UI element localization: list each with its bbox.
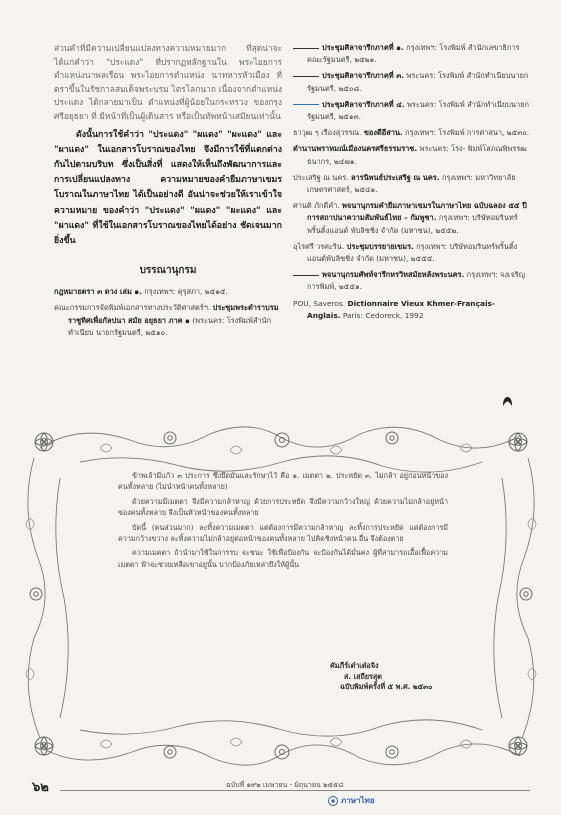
entry-publisher: พระนคร: โรง- พิมพ์โสภณพิพรรฒธนากร, ๒๔๗๑. (307, 144, 527, 166)
logo-icon (328, 796, 338, 806)
entry-publisher: กรุงเทพฯ: บริษัทอมรินทร์พริ้นติ้งแอนด์ พับลิชชิ่ง จำกัด (มหาชน), ๒๕๕๒. (307, 213, 518, 235)
attribution-edition: ฉบับพิมพ์ครั้งที่ ๕ พ.ศ. ๒๕๓๐ (340, 682, 433, 692)
left-column (54, 42, 282, 343)
entry-publisher: Paris: Cedoreck, 1992 (342, 310, 424, 320)
quote-paragraph: ข้าพเจ้ามีแก้ว ๓ ประการ ซึ่งยึดมั่นและรักษาไว้ คือ ๑. เมตตา ๒. ประหยัด ๓. ไม่กล้า อยู่ก่อนหน้าของคนทั้งหลาย (ไม่นำหน้าคนทั้งหลาย) (118, 471, 448, 492)
entry-author: อุไรศรี วรศะริน. (293, 241, 345, 251)
entry-title: ประชุมศิลาจารึกภาคที่ ๔. (322, 99, 405, 109)
repeat-author-dash (293, 275, 319, 276)
entry-publisher: พระนคร: โรงพิมพ์ สำนักทำเนียบนายกรัฐมนตรี, ๒๕๐๘. (307, 71, 529, 93)
entry-title: กฎหมายตรา ๓ ดวง เล่ม ๑. (54, 287, 142, 297)
entry-author: ธาวุฒ ๆ เรืองสุวรรณ. (293, 128, 362, 138)
entry-title: Dictionnaire Vieux Khmer-Français- Anglais. (307, 298, 495, 320)
bibliography-entry (293, 42, 531, 66)
quote-attribution (330, 661, 470, 693)
repeat-author-dash (293, 48, 319, 49)
bibliography-entry (293, 143, 531, 167)
entry-title: ประชุมศิลาจารึกภาคที่ ๓. (322, 71, 405, 81)
entry-title: ประชุมศิลาจารึกภาคที่ ๑. (322, 43, 404, 52)
bibliography-entry (293, 298, 531, 322)
quote-paragraph: บัดนี้ (คนส่วนมาก) ละทิ้งความเมตตา แต่ต้องการมีความกล้าหาญ ละทิ้งการประหยัด แต่ต้องการมีความกว้างขวาง ละทิ้งความไม่กล้าอยู่ต่อหน้าของคนทั้งหลาย ไปคิดชิงหน้าคน อื่น จึงต้องตาย (118, 522, 448, 544)
attribution-translator: ส. เสถียรสุต (344, 671, 382, 681)
entry-publisher: กรุงเทพฯ: โรงพิมพ์ การศาสนา, ๒๕๓๐. (405, 128, 530, 138)
entry-title: พจนานุกรมศัพท์จารึกหรวิหสมัยหลังพระนคร. (322, 270, 465, 280)
entry-title: ประชุมพระตำราบรมราชูทิศเพื่อกัลปนา สมัย อยุธยา ภาค ๑ (68, 303, 279, 325)
intro-paragraph: ส่วนคำที่มีความเปลี่ยนแปลงทางความหมายมาก ที่สุดน่าจะได้แก่คำว่า "ประแดง" ที่ปรากฏหลักฐานใน พระไอยการตำแหน่งนาพลเรือน พระไอยการตำแหน่ง นาทหารหัวเมือง ที่ตราขึ้นในรัชกาลสมเด็จพระบรม ไตรโลกนาถ เนื่องจากตำแหน่งประแดง ได้กลายมาเป็น ตำแหน่งที่ผู้น้อยในกระทรวง ของกรุงศรีอยุธยา ที่ มีหน้าที่เป็นผู้เดินสาร หรือเป็นทัพหน้าเสมียนเท่านั้น (54, 43, 282, 121)
bibliography-heading: บรรณานุกรม (139, 265, 197, 277)
entry-publisher: กรุงเทพฯ: โรงพิมพ์ สำนักเลขาธิการคณะรัฐมนตรี, ๒๕๒๑. (307, 43, 520, 65)
entry-publisher: กรุงเทพฯ: บริษัทอมรินทร์พริ้นติ้งแอนด์พับลิชชิ่ง จำกัด (มหาชน), ๒๕๕๕. (307, 241, 518, 264)
logo-text: ภาษาไทย (341, 796, 375, 805)
entry-publisher: พระนคร: โรงพิมพ์ สำนักทำเนียบนายกรัฐมนตรี, ๒๕๑๓. (307, 99, 529, 122)
entry-title: ของดีอีสาน. (363, 128, 403, 138)
attribution-source: คัมภีร์เต๋าเต๋อจิง (330, 661, 379, 670)
bibliography-entry (293, 241, 531, 265)
bibliography-entry (293, 99, 531, 123)
entry-title: ตำนานพราหมณ์เมืองนครศรีธรรมราช. (293, 144, 418, 154)
entry-publisher: กรุงเทพฯ: จงเจริญการพิมพ์, ๒๕๕๑. (307, 270, 526, 292)
bibliography-entry (54, 302, 282, 339)
bibliography-entry (293, 172, 531, 196)
magazine-logo (328, 794, 375, 807)
entry-publisher: กรุงเทพฯ: คุรุสภา, ๒๕๑๕. (144, 287, 228, 297)
bibliography-entry (293, 70, 531, 94)
end-mark-icon (502, 396, 513, 407)
entry-title: พจนานุกรมคำยืมภาษาเขมรในภาษาไทย ฉบับฉลอง ๕๕ ปี การสถาปนาความสัมพันธ์ไทย – กัมพูชา. (307, 201, 527, 223)
entry-publisher: (พระนคร: โรงพิมพ์สำนักทำเนียบ นายกรัฐมนตรี, ๒๕๑๐. (68, 315, 272, 337)
right-column (293, 42, 531, 326)
bibliography-entry (54, 286, 282, 298)
entry-title: ลารนิพนธ์ประเสริฐ ณ นคร. (350, 172, 440, 182)
bibliography-entry (293, 200, 531, 237)
entry-author: ศานติ ภักดีคำ. (293, 201, 340, 211)
quote-paragraph: ด้วยความมีเมตตา จึงมีความกล้าหาญ ด้วยการประหยัด จึงมีความกว้างใหญ่ ด้วยความไม่กล้าอยู่หน้าของคนทั้งหลาย จึงเป็นหัวหน้าของคนทั้งหลาย (118, 496, 448, 518)
entry-title: ประชุมบรรยายเขมร. (346, 241, 414, 251)
bibliography-entry (293, 127, 531, 139)
entry-author: ประเสริฐ ณ นคร. (293, 172, 349, 182)
entry-author: POU, Saveros. (293, 298, 346, 308)
entry-author: คณะกรรมการจัดพิมพ์เอกสารทางประวัติศาสตร์ฯ. (54, 303, 211, 313)
repeat-author-dash (293, 104, 319, 105)
conclusion-paragraph: ดังนั้นการใช้คำว่า "ประแดง" "ผแดง" "ผะแดง" และ "ผาแดง" ในเอกสารโบราณของไทย จึงมีการใช้ที่แตกต่างกันไปตามบริบท ซึ่งเป็นสิ่งที่ แสดงให้เห็นถึงพัฒนาการและการเปลี่ยนแปลงทาง ความหมายของคำยืมภาษาเขมรโบราณในภาษาไทย ได้เป็นอย่างดี อันน่าจะช่วยให้เราเข้าใจความหมาย ของคำว่า "ประแดง" "ผแดง" "ผะแดง" และ "ผาแดง" ที่ใช้ในเอกสารโบราณของไทยได้อย่าง ชัดเจนมากยิ่งขึ้น (54, 129, 282, 246)
page-number: ๖๒ (32, 780, 49, 795)
issue-info: ฉบับที่ ๑๙๒ เมษายน - มิถุนายน ๒๕๕๘ (226, 781, 344, 789)
quote-box (118, 470, 448, 573)
repeat-author-dash (293, 76, 319, 77)
bibliography-entry (293, 269, 531, 293)
entry-publisher: กรุงเทพฯ: มหาวิทยาลัยเกษตรศาสตร์, ๒๕๔๑. (307, 172, 516, 195)
quote-paragraph: ความเมตตา ถ้านำมาใช้ในการรบ จะชนะ ใช้เพื่อป้องกัน จะป้องกันได้มั่นคง ผู้ที่สามารถเอื้อเฟื้อความเมตตา ฟ้าจะช่วยเหลือเขาอยู่นั้น บากป้องภัยเหล่ายึงให้ผู้นั้น (118, 548, 448, 569)
